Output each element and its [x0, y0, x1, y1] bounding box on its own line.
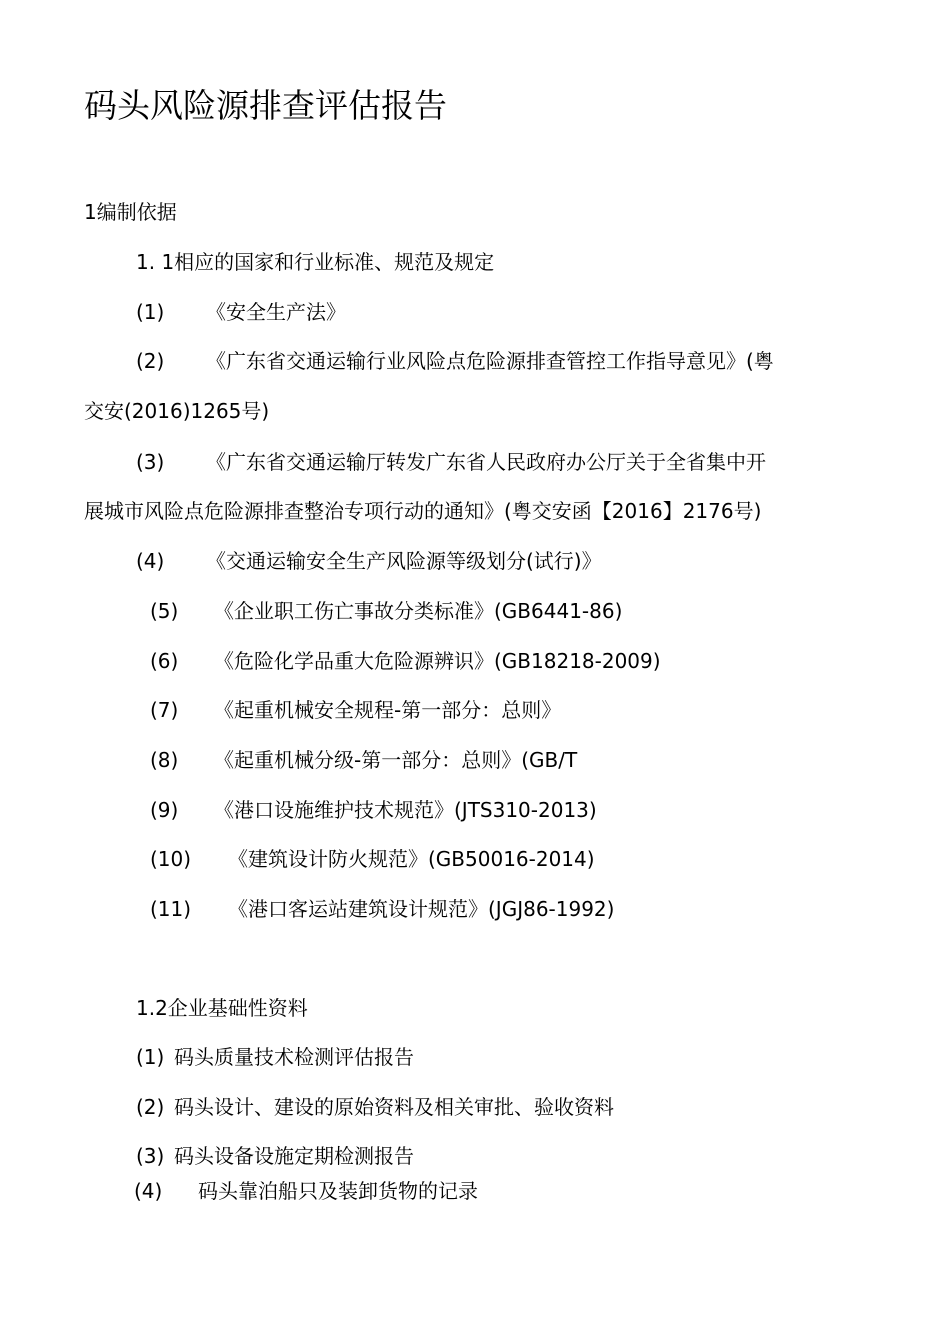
item-text: 《起重机械分级-第一部分：总则》(GB/T — [214, 748, 578, 772]
list-item — [150, 746, 577, 774]
item-text-continuation: 展城市风险点危险源排查整治专项行动的通知》(粤交安函【2016】2176号) — [84, 499, 762, 523]
item-number: (2) — [136, 349, 165, 373]
list-item — [150, 796, 597, 824]
item-number: (9) — [150, 798, 179, 822]
item-text: 《建筑设计防火规范》(GB50016-2014) — [228, 847, 595, 871]
document-title: 码头风险源排查评估报告 — [84, 86, 447, 125]
item-number: (11) — [150, 897, 192, 921]
subsection-heading-1-2: 1.2企业基础性资料 — [136, 996, 308, 1020]
item-text: 《港口设施维护技术规范》(JTS310-2013) — [214, 798, 597, 822]
item-number: (3) — [136, 450, 165, 474]
item-text-continuation: 交安(2016)1265号) — [84, 399, 270, 423]
list-item — [134, 1177, 478, 1205]
item-number: (2) — [136, 1095, 165, 1119]
item-number: (4) — [134, 1179, 163, 1203]
item-number: (3) — [136, 1144, 165, 1168]
list-item — [150, 597, 622, 625]
list-item — [136, 1142, 414, 1170]
item-number: (1) — [136, 300, 165, 324]
item-text: 《企业职工伤亡事故分类标准》(GB6441-86) — [214, 599, 623, 623]
list-item — [136, 1093, 614, 1121]
list-item — [136, 347, 774, 375]
item-number: (5) — [150, 599, 179, 623]
item-number: (8) — [150, 748, 179, 772]
item-number: (10) — [150, 847, 192, 871]
list-item — [136, 298, 346, 326]
item-text: 《交通运输安全生产风险源等级划分(试行)》 — [206, 549, 602, 573]
item-number: (1) — [136, 1045, 165, 1069]
item-text: 码头靠泊船只及装卸货物的记录 — [198, 1179, 478, 1203]
list-item — [150, 647, 661, 675]
item-text: 码头设计、建设的原始资料及相关审批、验收资料 — [174, 1095, 614, 1119]
item-text: 《起重机械安全规程-第一部分：总则》 — [214, 698, 562, 722]
item-text: 《广东省交通运输厅转发广东省人民政府办公厅关于全省集中开 — [206, 450, 766, 474]
list-item — [136, 547, 602, 575]
item-text: 《危险化学品重大危险源辨识》(GB18218-2009) — [214, 649, 661, 673]
section-heading-1: 1编制依据 — [84, 200, 177, 224]
item-text: 码头设备设施定期检测报告 — [174, 1144, 414, 1168]
item-text: 《安全生产法》 — [206, 300, 346, 324]
item-text: 《港口客运站建筑设计规范》(JGJ86-1992) — [228, 897, 615, 921]
item-number: (4) — [136, 549, 165, 573]
list-item — [150, 895, 614, 923]
list-item — [136, 448, 766, 476]
subsection-heading-1-1: 1. 1相应的国家和行业标准、规范及规定 — [136, 250, 495, 274]
item-number: (6) — [150, 649, 179, 673]
list-item — [136, 1043, 414, 1071]
item-text: 码头质量技术检测评估报告 — [174, 1045, 414, 1069]
item-text: 《广东省交通运输行业风险点危险源排查管控工作指导意见》(粤 — [206, 349, 774, 373]
list-item — [150, 845, 595, 873]
list-item — [150, 696, 561, 724]
item-number: (7) — [150, 698, 179, 722]
